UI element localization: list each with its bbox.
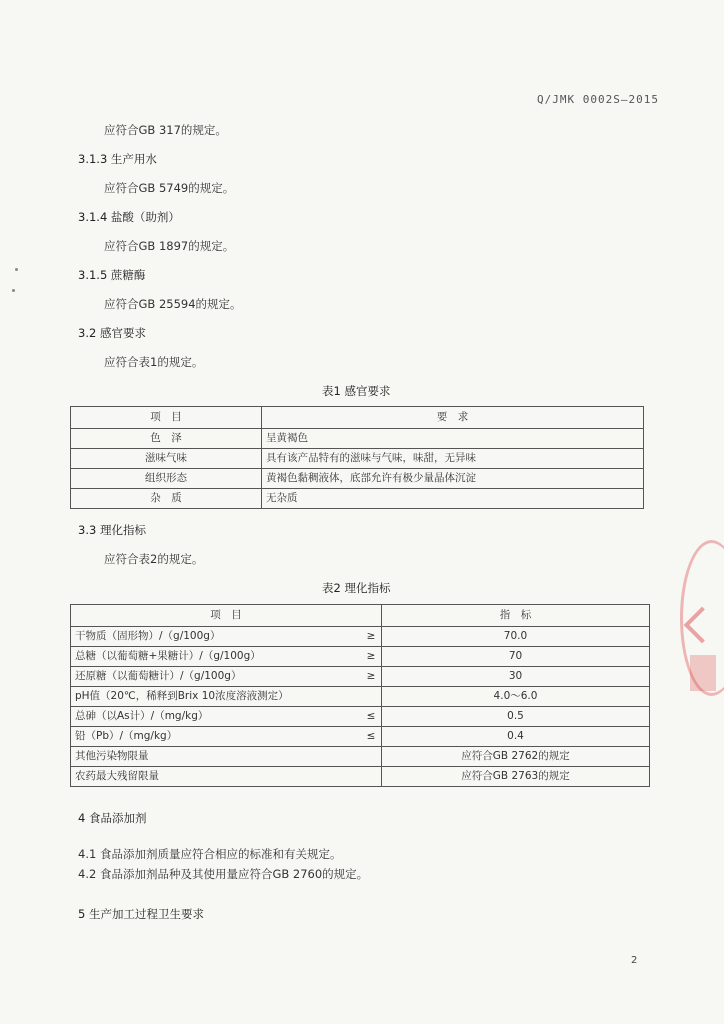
- table-cell-operator: ≥: [361, 647, 382, 667]
- scan-speck: [12, 289, 15, 292]
- table-cell-item: 总糖（以葡萄糖+果糖计）/（g/100g）: [71, 647, 362, 667]
- page-number: 2: [631, 955, 638, 966]
- seal-mark: [690, 655, 716, 691]
- table-cell-requirement: 具有该产品特有的滋味与气味，味甜，无异味: [262, 449, 644, 469]
- table-cell-value: 应符合GB 2763的规定: [382, 767, 650, 787]
- table-cell-item: 干物质（固形物）/（g/100g）: [71, 627, 362, 647]
- table-row: [71, 767, 650, 787]
- table-header-cell: 项 目: [71, 407, 262, 429]
- table-row: [71, 449, 644, 469]
- table-cell-value: 70.0: [382, 627, 650, 647]
- table-row: [71, 687, 650, 707]
- table-cell-operator: [361, 767, 382, 787]
- table-row: [71, 727, 650, 747]
- section-heading-3-2: 3.2 感官要求: [78, 326, 146, 340]
- table-cell-operator: ≥: [361, 627, 382, 647]
- paragraph: 应符合GB 317的规定。: [104, 123, 227, 137]
- table-cell-operator: [361, 747, 382, 767]
- section-heading-5: 5 生产加工过程卫生要求: [78, 907, 204, 921]
- table-cell-value: 30: [382, 667, 650, 687]
- scan-speck: [15, 268, 18, 271]
- paragraph-4-2: 4.2 食品添加剂品种及其使用量应符合GB 2760的规定。: [78, 867, 369, 881]
- table-row: [71, 489, 644, 509]
- section-heading-3-1-4: 3.1.4 盐酸（助剂）: [78, 210, 180, 224]
- table-cell-operator: ≥: [361, 667, 382, 687]
- table-cell-item: 其他污染物限量: [71, 747, 362, 767]
- paragraph-4-1: 4.1 食品添加剂质量应符合相应的标准和有关规定。: [78, 847, 342, 861]
- table-cell-item: 还原糖（以葡萄糖计）/（g/100g）: [71, 667, 362, 687]
- table-cell-item: 农药最大残留限量: [71, 767, 362, 787]
- table-row: [71, 647, 650, 667]
- table-cell-item: pH值（20℃，稀释到Brix 10浓度溶液测定）: [71, 687, 362, 707]
- paragraph: 应符合GB 25594的规定。: [104, 297, 242, 311]
- table-cell-requirement: 呈黄褐色: [262, 429, 644, 449]
- table-cell-value: 4.0～6.0: [382, 687, 650, 707]
- table-cell-requirement: 黄褐色黏稠液体，底部允许有极少量晶体沉淀: [262, 469, 644, 489]
- table-cell-value: 0.4: [382, 727, 650, 747]
- table-cell-item: 杂 质: [71, 489, 262, 509]
- paragraph: 应符合GB 5749的规定。: [104, 181, 235, 195]
- section-heading-3-1-3: 3.1.3 生产用水: [78, 152, 157, 166]
- section-heading-4: 4 食品添加剂: [78, 811, 147, 825]
- table-cell-item: 色 泽: [71, 429, 262, 449]
- table1-caption: 表1 感官要求: [322, 384, 391, 398]
- table-cell-value: 0.5: [382, 707, 650, 727]
- table-cell-value: 应符合GB 2762的规定: [382, 747, 650, 767]
- table-row: [71, 469, 644, 489]
- table-cell-item: 总砷（以As计）/（mg/kg）: [71, 707, 362, 727]
- physicochemical-indicators-table: [70, 604, 650, 787]
- table-cell-item: 滋味气味: [71, 449, 262, 469]
- table-row: [71, 667, 650, 687]
- section-heading-3-1-5: 3.1.5 蔗糖酶: [78, 268, 146, 282]
- table-cell-operator: ≤: [361, 707, 382, 727]
- table-row: [71, 627, 650, 647]
- table-cell-operator: [361, 687, 382, 707]
- table-header-row: [71, 407, 644, 429]
- table-header-cell: 指 标: [382, 605, 650, 627]
- table-row: [71, 707, 650, 727]
- table-cell-requirement: 无杂质: [262, 489, 644, 509]
- table-header-cell: 项 目: [71, 605, 382, 627]
- paragraph: 应符合GB 1897的规定。: [104, 239, 235, 253]
- table-cell-value: 70: [382, 647, 650, 667]
- section-heading-3-3: 3.3 理化指标: [78, 523, 146, 537]
- table-header-cell: 要 求: [262, 407, 644, 429]
- table-cell-operator: ≤: [361, 727, 382, 747]
- table-cell-item: 铅（Pb）/（mg/kg）: [71, 727, 362, 747]
- paragraph: 应符合表1的规定。: [104, 355, 204, 369]
- table-row: [71, 747, 650, 767]
- table-cell-item: 组织形态: [71, 469, 262, 489]
- table-row: [71, 429, 644, 449]
- sensory-requirements-table: [70, 406, 644, 509]
- table2-caption: 表2 理化指标: [322, 581, 391, 595]
- document-code: Q/JMK 0002S—2015: [537, 93, 659, 106]
- table-header-row: [71, 605, 650, 627]
- paragraph: 应符合表2的规定。: [104, 552, 204, 566]
